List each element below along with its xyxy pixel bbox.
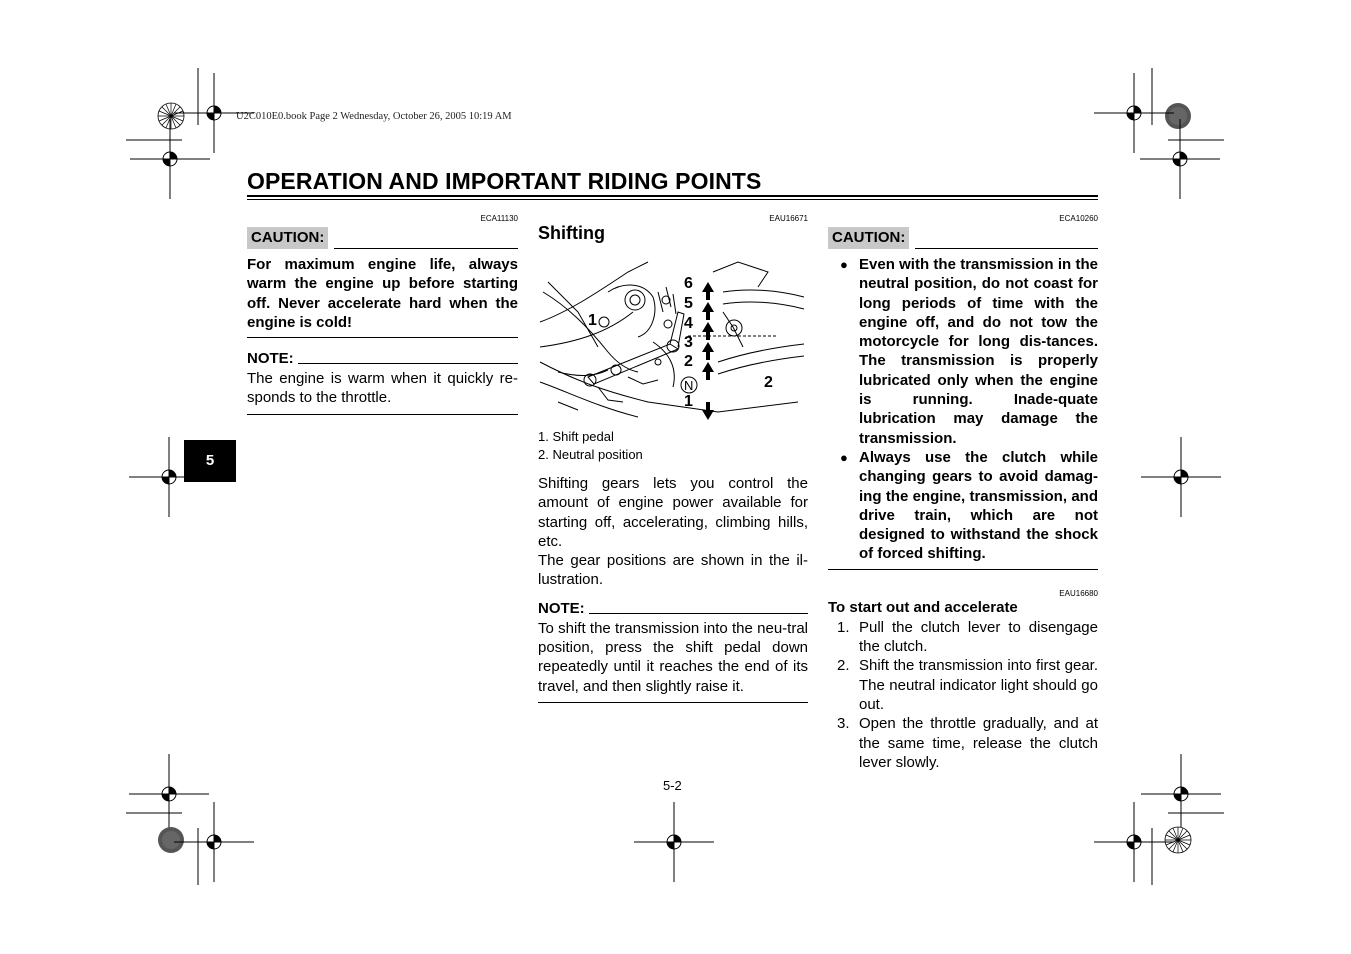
caution-rule	[334, 248, 518, 249]
callout-shift-pedal: 1	[588, 312, 597, 329]
figure-caption-1: 1. Shift pedal	[538, 429, 614, 444]
step-item	[828, 618, 1098, 657]
note-rule	[298, 363, 518, 364]
step-number: 1.	[837, 618, 850, 636]
step-text: Pull the clutch lever to disengage the clutch.	[859, 618, 1098, 656]
shifting-paragraph-1: Shifting gears lets you control the amount of engine power available for starting off, accelerating, climbing hills, etc.	[538, 475, 808, 550]
step-item	[828, 656, 1098, 714]
caution-bullet-list	[828, 255, 1098, 564]
caution-rule	[915, 248, 1098, 249]
gear-label-5: 5	[684, 295, 693, 312]
gear-label-6: 6	[684, 275, 693, 292]
note-end-rule	[247, 414, 518, 415]
reference-code-2: EAU16680	[1059, 588, 1098, 598]
figure-caption-2: 2. Neutral position	[538, 447, 643, 462]
caution-label: CAUTION:	[828, 227, 909, 249]
caution-bullet	[828, 255, 1098, 448]
column-2	[538, 214, 808, 703]
bullet-dot-icon: ●	[840, 449, 848, 465]
step-item	[828, 714, 1098, 772]
page-title: OPERATION AND IMPORTANT RIDING POINTS	[247, 168, 762, 194]
caution-header	[828, 227, 1098, 249]
caution-bullet-text: Even with the transmission in the neutral position, do not coast for long periods of time with the engine off, and do not tow the motorcycle for long dis-tances. The transmission is properly lubricated only when the engine is running. Inade-quate lubrication may damage the transmission.	[859, 256, 1098, 447]
reference-code: ECA11130	[480, 214, 518, 223]
chapter-tab-label: 5	[205, 452, 215, 469]
note-header	[538, 600, 808, 617]
caution-header	[247, 227, 518, 249]
caution-end-rule	[247, 337, 518, 338]
note-end-rule	[538, 702, 808, 703]
reference-code: ECA10260	[1059, 214, 1098, 223]
caution-bullet	[828, 448, 1098, 564]
gear-label-1: 1	[684, 393, 693, 410]
bullet-dot-icon: ●	[840, 257, 848, 272]
callout-neutral-position: 2	[764, 374, 773, 391]
note-rule	[589, 613, 808, 614]
caution-label: CAUTION:	[247, 227, 328, 249]
step-text: Shift the transmission into first gear. The neutral indicator light should go out.	[859, 657, 1098, 713]
shifting-paragraph-2: The gear positions are shown in the il-lustration.	[538, 552, 808, 589]
chapter-tab	[184, 440, 236, 482]
caution-bullet-text: Always use the clutch while changing gears to avoid damag-ing the engine, transmission, and drive train, which are not designed to withstand the shock of forced shifting.	[859, 448, 1098, 563]
page-number: 5-2	[663, 778, 682, 793]
step-text: Open the throttle gradually, and at the same time, release the clutch lever slowly.	[859, 715, 1098, 771]
step-number: 3.	[837, 715, 850, 733]
note-label: NOTE:	[247, 350, 294, 368]
column-3	[828, 214, 1098, 772]
note-label: NOTE:	[538, 599, 585, 617]
step-number: 2.	[837, 657, 850, 675]
gear-label-4: 4	[684, 315, 693, 332]
caution-end-rule	[828, 569, 1098, 570]
shift-pedal-illustration	[538, 252, 806, 422]
gear-label-3: 3	[684, 334, 693, 351]
reference-code: EAU16671	[769, 214, 808, 223]
note-text: To shift the transmission into the neu-tral position, press the shift pedal down repeatedly until it reaches the end of its travel, and then slightly raise it.	[538, 619, 808, 695]
title-rule-thin	[247, 199, 1098, 200]
section-heading: Shifting	[538, 223, 605, 243]
gear-label-neutral: N	[684, 378, 694, 393]
gear-label-2: 2	[684, 353, 693, 370]
subsection-heading: To start out and accelerate	[828, 598, 1018, 616]
steps-list	[828, 618, 1098, 772]
column-1	[247, 214, 518, 415]
note-header	[247, 350, 518, 367]
note-text: The engine is warm when it quickly re-sponds to the throttle.	[247, 370, 518, 407]
book-info-line: U2C010E0.book Page 2 Wednesday, October 26, 2005 10:19 AM	[236, 111, 512, 122]
title-rule-thick	[247, 195, 1098, 197]
caution-text: For maximum engine life, always warm the engine up before starting off. Never accelerate hard when the engine is cold!	[247, 256, 518, 331]
